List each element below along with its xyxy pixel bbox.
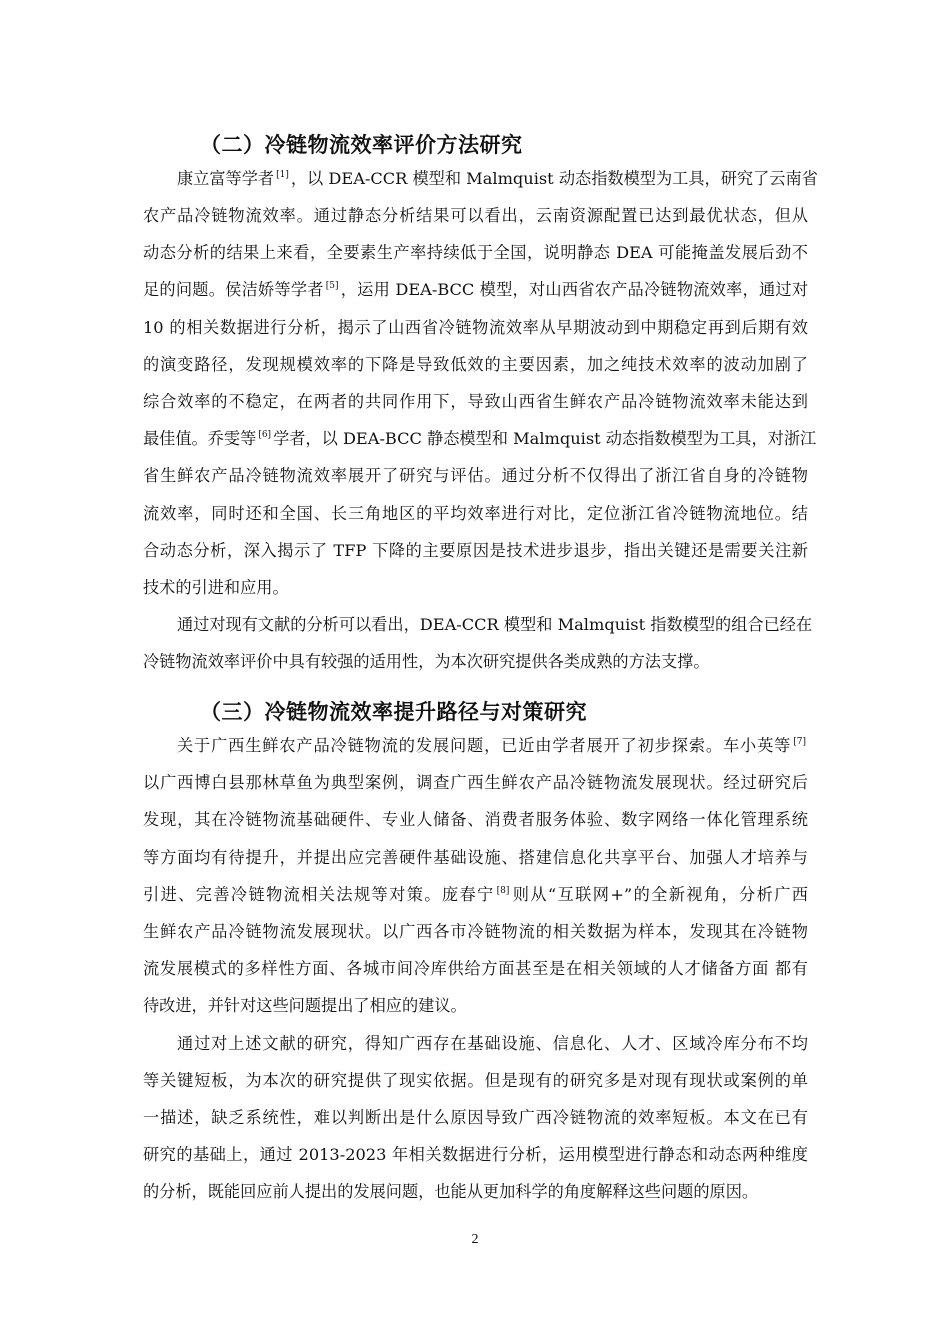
paragraph-line: 发现，其在冷链物流基础硬件、专业人储备、消费者服务体验、数字网络一体化管理系统 <box>143 810 808 829</box>
paragraph-line: 动态分析的结果上来看，全要素生产率持续低于全国，说明静态 DEA 可能掩盖发展后劲不 <box>143 243 808 262</box>
paragraph-line: 冷链物流效率评价中具有较强的适用性，为本次研究提供各类成熟的方法支撑。 <box>143 652 710 671</box>
paragraph-line: 合动态分析，深入揭示了 TFP 下降的主要原因是技术进步退步，指出关键还是需要关注新 <box>143 541 808 560</box>
paragraph-line: 的分析，既能回应前人提出的发展问题，也能从更加科学的角度解释这些问题的原因。 <box>143 1182 759 1201</box>
citation-marker: [1] <box>276 170 289 180</box>
paragraph-line: 通过对现有文献的分析可以看出，DEA-CCR 模型和 Malmquist 指数模型的组合已经在 <box>177 615 813 634</box>
paragraph-line: 10 的相关数据进行分析，揭示了山西省冷链物流效率从早期波动到中期稳定再到后期有效 <box>143 318 808 337</box>
paragraph-line: 研究的基础上，通过 2013-2023 年相关数据进行分析，运用模型进行静态和动态两种维度 <box>143 1145 808 1164</box>
citation-marker: [6] <box>258 430 272 440</box>
paragraph-line: 最佳值。乔雯等 [6] 学者，以 DEA-BCC 静态模型和 Malmquist 动态指数模型为工具，对浙江 <box>143 429 817 448</box>
paragraph-line: 通过对上述文献的研究，得知广西存在基础设施、信息化、人才、区域冷库分布不均 <box>177 1034 808 1053</box>
paragraph-line: 流发展模式的多样性方面、各城市间冷库供给方面甚至是在相关领域的人才储备方面 都有 <box>143 959 808 978</box>
paragraph-line: 农产品冷链物流效率。通过静态分析结果可以看出，云南资源配置已达到最优状态，但从 <box>143 206 808 225</box>
section-heading-2: （二）冷链物流效率评价方法研究 <box>200 133 523 157</box>
citation-marker: [8] <box>496 886 510 896</box>
paragraph-line: 足的问题。侯洁娇等学者 [5] ，运用 DEA-BCC 模型，对山西省农产品冷链物流效率，通过对 <box>143 280 809 299</box>
paragraph-line: 等关键短板，为本次的研究提供了现实依据。但是现有的研究多是对现有现状或案例的单 <box>143 1071 808 1090</box>
paragraph-line: 待改进，并针对这些问题提出了相应的建议。 <box>143 996 467 1015</box>
paragraph-line: 以广西博白县那林草鱼为典型案例，调查广西生鲜农产品冷链物流发展现状。经过研究后 <box>143 773 808 792</box>
paragraph-line: 技术的引进和应用。 <box>143 578 289 597</box>
paragraph-line: 流效率，同时还和全国、长三角地区的平均效率进行对比，定位浙江省冷链物流地位。结 <box>143 504 808 523</box>
paragraph-line: 关于广西生鲜农产品冷链物流的发展问题，已近由学者展开了初步探索。车小英等 [7] <box>177 736 806 755</box>
section-heading-3: （三）冷链物流效率提升路径与对策研究 <box>200 700 587 724</box>
paragraph-line: 生鲜农产品冷链物流发展现状。以广西各市冷链物流的相关数据为样本，发现其在冷链物 <box>143 922 808 941</box>
paragraph-line: 康立富等学者 [1] ，以 DEA-CCR 模型和 Malmquist 动态指数模型为工具，研究了云南省 <box>177 169 818 188</box>
citation-marker: [5] <box>325 281 339 291</box>
paragraph-line: 引进、完善冷链物流相关法规等对策。庞春宁 [8] 则从“互联网+”的全新视角，分析广西 <box>143 885 808 904</box>
paragraph-line: 综合效率的不稳定，在两者的共同作用下，导致山西省生鲜农产品冷链物流效率未能达到 <box>143 392 808 411</box>
paragraph-line: 省生鲜农产品冷链物流效率展开了研究与评估。通过分析不仅得出了浙江省自身的冷链物 <box>143 466 808 485</box>
paragraph-line: 等方面均有待提升，并提出应完善硬件基础设施、搭建信息化共享平台、加强人才培养与 <box>143 848 808 867</box>
citation-marker: [7] <box>793 737 806 747</box>
paragraph-line: 一描述，缺乏系统性，难以判断出是什么原因导致广西冷链物流的效率短板。本文在已有 <box>143 1108 808 1127</box>
paragraph-line: 的演变路径，发现规模效率的下降是导致低效的主要因素，加之纯技术效率的波动加剧了 <box>143 355 808 374</box>
page-number: 2 <box>471 1232 479 1247</box>
